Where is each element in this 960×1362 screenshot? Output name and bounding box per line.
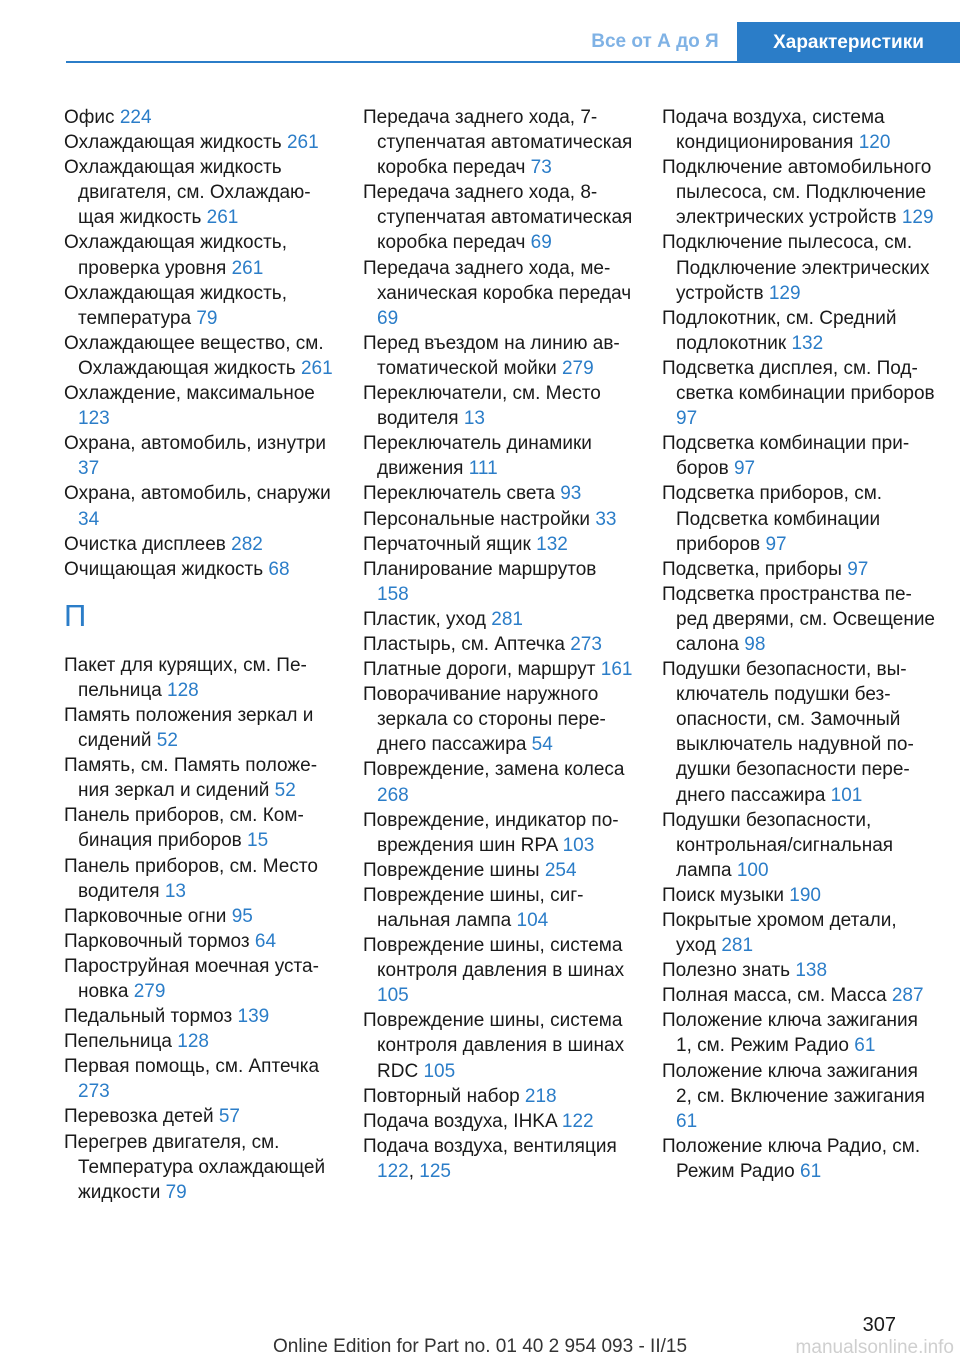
page-ref-link[interactable]: 52	[274, 780, 296, 802]
index-entry	[363, 1109, 633, 1134]
page-ref-link[interactable]: 122	[377, 1160, 409, 1182]
index-entry	[64, 1130, 334, 1205]
index-term: Пепельница	[64, 1031, 178, 1053]
index-entry	[662, 1059, 937, 1134]
index-term: Подлокотник, см. Средний подлокотник	[662, 307, 897, 354]
index-term: Перегрев двигателя, см. Температура охлаждающей жидкости	[64, 1131, 326, 1203]
index-entry	[64, 105, 334, 130]
index-term: Пластырь, см. Аптечка	[363, 633, 571, 655]
index-term: Платные дороги, маршрут	[363, 659, 601, 681]
page-ref-link[interactable]: 69	[530, 232, 552, 254]
index-term: Повреждение шины	[363, 859, 545, 881]
index-entry	[363, 657, 633, 682]
index-term: Поиск музыки	[662, 884, 790, 906]
index-term: Охлаждающая жидкость двигателя, см. Охлаждающая жидкость	[64, 157, 311, 229]
index-entry	[363, 858, 633, 883]
index-entry	[64, 431, 334, 481]
index-entry	[64, 381, 334, 431]
page-ref-link[interactable]: 261	[286, 132, 319, 154]
page-ref-link[interactable]: 268	[377, 784, 409, 806]
page-ref-link[interactable]: 128	[167, 679, 199, 701]
index-entry	[363, 256, 633, 331]
page-ref-link[interactable]: 79	[196, 307, 218, 329]
page-ref-link[interactable]: 218	[524, 1085, 557, 1107]
index-entry	[64, 653, 334, 703]
index-entry	[662, 908, 937, 958]
index-term: Пластик, уход	[363, 608, 492, 630]
index-term: Первая помощь, см. Аптечка	[64, 1056, 320, 1078]
index-term: Панель приборов, см. Место водителя	[64, 855, 318, 902]
index-term: Парковочный тормоз	[64, 930, 255, 952]
index-entry	[64, 803, 334, 853]
page-ref-link[interactable]: 111	[468, 458, 498, 480]
index-term: Персональные настройки	[363, 508, 596, 530]
index-entry	[662, 958, 937, 983]
index-term: Панель приборов, см. Комбинация приборов	[64, 805, 304, 852]
page-ref-link[interactable]: 97	[765, 533, 787, 555]
index-entry	[662, 883, 937, 908]
index-term: Планирование маршрутов	[363, 558, 597, 580]
page-ref-link[interactable]: 273	[78, 1081, 110, 1103]
page-ref-link[interactable]: 120	[858, 132, 891, 154]
index-term: Поворачивание наружного зеркала со стороны переднего пассажира	[363, 684, 606, 756]
index-entry	[662, 1008, 937, 1058]
index-term: Передача заднего хода, 8-ступенчатая автоматическая коробка передач	[363, 182, 633, 254]
index-entry	[662, 808, 937, 883]
index-term: Подсветка приборов, см. Подсветка комбинации приборов	[662, 483, 883, 555]
page-ref-link[interactable]: 261	[300, 357, 333, 379]
page-ref-link[interactable]: 161	[600, 659, 633, 681]
page-ref-link[interactable]: 69	[377, 307, 399, 329]
header-chapter-tab[interactable]: Характеристики	[737, 22, 960, 62]
index-entry	[662, 105, 937, 155]
page-ref-link[interactable]: 281	[721, 935, 754, 957]
index-entry	[64, 130, 334, 155]
index-term: Перчаточный ящик	[363, 533, 537, 555]
index-term: Парковочные огни	[64, 905, 232, 927]
index-term: Перевозка детей	[64, 1106, 219, 1128]
page-ref-link[interactable]: 93	[560, 483, 582, 505]
index-term: Переключатель света	[363, 483, 561, 505]
index-term: Передача заднего хода, 7-ступенчатая автоматическая коробка передач	[363, 107, 633, 179]
page-ref-link[interactable]: 128	[177, 1031, 209, 1053]
index-term: Повреждение шины, система контроля давления в шинах	[363, 935, 625, 982]
index-entry	[363, 607, 633, 632]
page-ref-link[interactable]: 261	[206, 207, 239, 229]
page-ref-link[interactable]: 287	[891, 985, 924, 1007]
index-entry	[64, 1054, 334, 1104]
page-ref-link[interactable]: 100	[736, 859, 769, 881]
index-entry	[363, 682, 633, 757]
page-ref-link[interactable]: 103	[562, 834, 595, 856]
index-term: Подсветка комбинации приборов	[662, 433, 910, 480]
page-ref-link[interactable]: 132	[536, 533, 568, 555]
index-entry	[662, 557, 937, 582]
page-ref-link[interactable]: 138	[795, 960, 828, 982]
index-term: Положение ключа Радио, см. Режим Радио	[662, 1135, 921, 1182]
index-term: Подушки безопасности, контрольная/сигнальная лампа	[662, 809, 894, 881]
page-ref-link[interactable]: 98	[744, 633, 766, 655]
index-term: Охлаждающая жидкость	[64, 132, 287, 154]
index-term: Повторный набор	[363, 1085, 525, 1107]
page-ref-link[interactable]: 61	[854, 1035, 876, 1057]
page-ref-link[interactable]: 54	[531, 734, 553, 756]
page-ref-link[interactable]: 15	[247, 830, 269, 852]
index-entry	[662, 983, 937, 1008]
index-term: Переключатели, см. Место водителя	[363, 383, 601, 430]
index-entry	[662, 306, 937, 356]
index-term: Подача воздуха, IHKA	[363, 1110, 562, 1132]
index-term: Подача воздуха, система кондиционирования	[662, 107, 885, 154]
index-entry	[662, 155, 937, 230]
page-ref-link[interactable]: 13	[164, 880, 186, 902]
index-entry	[64, 703, 334, 753]
index-term: Покрытые хромом детали, уход	[662, 910, 897, 957]
index-entry	[64, 155, 334, 230]
index-entry	[363, 532, 633, 557]
index-entry	[64, 954, 334, 1004]
index-term: Память, см. Память положения зеркал и сидений	[64, 755, 318, 802]
page-ref-link[interactable]: 139	[237, 1006, 270, 1028]
index-term: Офис	[64, 107, 120, 128]
page-ref-link[interactable]: 52	[156, 730, 178, 752]
index-entry	[363, 1084, 633, 1109]
index-term: Перед въездом на линию автоматической мойки	[363, 332, 620, 379]
page-ref-link[interactable]: 129	[768, 282, 801, 304]
index-entry	[662, 1134, 937, 1184]
index-entry	[64, 854, 334, 904]
index-term: Передача заднего хода, механическая коробка передач	[363, 257, 632, 304]
page-ref-link[interactable]: 37	[78, 458, 100, 480]
page-ref-link[interactable]: 104	[516, 910, 549, 931]
page-ref-link[interactable]: 79	[165, 1181, 187, 1203]
index-entry	[363, 883, 633, 933]
page-ref-link[interactable]: 95	[231, 905, 253, 927]
page-ref-link[interactable]: 282	[231, 533, 263, 555]
index-term: Полная масса, см. Масса	[662, 985, 892, 1007]
page-ref-link[interactable]: 105	[377, 985, 409, 1007]
index-term: Охлаждающее вещество, см. Охлаждающая жидкость	[64, 332, 324, 379]
page-ref-link[interactable]: 125	[419, 1160, 451, 1182]
page-ref-link[interactable]: 105	[423, 1060, 456, 1082]
index-entry	[363, 381, 633, 431]
index-entry	[363, 933, 633, 1008]
index-term: Переключатель динамики движения	[363, 433, 592, 480]
index-entry	[662, 657, 937, 808]
index-entry	[64, 532, 334, 557]
index-entry	[662, 230, 937, 305]
page-ref-link[interactable]: 190	[789, 884, 821, 906]
index-entry	[363, 507, 633, 532]
index-entry	[64, 1029, 334, 1054]
index-entry	[64, 1104, 334, 1129]
index-term: Подача воздуха, вентиляция	[363, 1135, 617, 1157]
index-entry	[363, 431, 633, 481]
index-entry	[363, 808, 633, 858]
header-section-tab[interactable]: Все от А до Я	[591, 31, 719, 52]
footer-watermark: manualsonline.info	[795, 1337, 954, 1358]
index-entry	[363, 331, 633, 381]
index-entry	[662, 356, 937, 431]
page-ref-link[interactable]: 129	[901, 207, 934, 229]
index-term: Память положения зеркал и сидений	[64, 704, 314, 752]
index-term: Положение ключа зажигания 1, см. Режим Радио	[662, 1010, 918, 1057]
index-entry	[363, 632, 633, 657]
index-term: Положение ключа зажигания 2, см. Включение зажигания	[662, 1060, 925, 1107]
page-ref-link[interactable]: 73	[530, 157, 552, 179]
index-entry	[363, 557, 633, 607]
index-entry: Подача воздуха, вентиляция 122, 125	[363, 1135, 617, 1182]
footer-edition: Online Edition for Part no. 01 40 2 954 093 - II/15	[272, 1336, 688, 1357]
index-term: Очистка дисплеев	[64, 533, 232, 555]
page-ref-link[interactable]: 224	[119, 107, 152, 128]
section-letter: П	[64, 597, 87, 633]
index-entry	[64, 557, 334, 582]
page-ref-link[interactable]: 97	[676, 408, 698, 430]
index-entry	[662, 481, 937, 556]
index-entry	[64, 331, 334, 381]
index-term: Охрана, автомобиль, изнутри	[64, 433, 326, 455]
page-ref-link[interactable]: 13	[463, 408, 485, 430]
index-term: Подсветка дисплея, см. Подсветка комбинации приборов	[662, 357, 935, 405]
page-ref-link[interactable]: 254	[544, 859, 577, 881]
index-term: Охлаждение, максимальное	[64, 383, 315, 405]
index-term: Повреждение шины, сигнальная лампа	[363, 884, 584, 931]
index-entry	[363, 105, 633, 180]
index-column-1	[64, 105, 334, 1205]
page-ref-link[interactable]: 34	[78, 508, 100, 530]
page-ref-link[interactable]: 279	[561, 357, 594, 379]
page-ref-link[interactable]: 101	[830, 784, 863, 806]
page-ref-link[interactable]: 123	[78, 408, 110, 430]
index-term: Подключение пылесоса, см. Подключение электрических устройств	[662, 232, 930, 304]
index-term: Охлаждающая жидкость, проверка уровня	[64, 232, 287, 279]
page-ref-link[interactable]: 61	[676, 1110, 698, 1132]
page-ref-link[interactable]: 132	[791, 332, 824, 354]
page-ref-link[interactable]: 68	[268, 558, 290, 580]
page-ref-link[interactable]: 261	[231, 257, 264, 279]
page-ref-link[interactable]: 279	[133, 981, 166, 1002]
page-ref-link[interactable]: 158	[377, 583, 409, 605]
index-term: Подсветка, приборы	[662, 558, 848, 580]
page-ref-link[interactable]: 97	[733, 458, 756, 480]
index-term: Повреждение шины, система контроля давления в шинах RDC	[363, 1010, 625, 1082]
index-entry	[64, 929, 334, 954]
index-entry	[363, 481, 633, 506]
header-rule	[66, 61, 960, 63]
index-entry	[363, 1008, 633, 1083]
page-ref-link[interactable]: 61	[800, 1160, 822, 1182]
index-term: Охрана, автомобиль, снаружи	[64, 483, 331, 505]
page-number: 307	[862, 1314, 896, 1336]
page-ref-link[interactable]: 33	[595, 508, 617, 530]
index-entry	[64, 230, 334, 280]
index-term: Полезно знать	[662, 960, 796, 982]
index-term: Подушки безопасности, выключатель подушки безопасности, см. Замочный выключатель надувной подушки безопасности переднего пассажира	[662, 659, 914, 806]
index-entry	[363, 757, 633, 807]
page-ref-link[interactable]: 64	[254, 930, 277, 952]
page-ref-link[interactable]: 122	[561, 1110, 594, 1132]
index-entry	[64, 753, 334, 803]
index-term: Пароструйная моечная установка	[64, 955, 319, 1002]
index-term: Педальный тормоз	[64, 1006, 238, 1028]
index-term: Подключение автомобильного пылесоса, см. Подключение электрических устройств	[662, 157, 932, 229]
page-ref-link[interactable]: 97	[847, 558, 869, 580]
index-entry	[64, 481, 334, 531]
index-term: Повреждение, индикатор повреждения шин RPA	[363, 809, 619, 856]
index-entry	[363, 180, 633, 255]
index-term: Подсветка пространства перед дверями, см. Освещение салона	[662, 583, 935, 655]
page-ref-link[interactable]: 273	[570, 633, 602, 655]
index-entry	[662, 431, 937, 481]
index-term: Пакет для курящих, см. Пепельница	[64, 654, 307, 701]
index-entry	[64, 904, 334, 929]
page-ref-link[interactable]: 281	[491, 608, 523, 630]
page-ref-link[interactable]: 57	[218, 1106, 240, 1128]
index-column-3	[662, 105, 937, 1184]
index-column-2	[363, 105, 633, 1184]
index-entry	[662, 582, 937, 657]
index-term: Охлаждающая жидкость, температура	[64, 282, 287, 329]
index-term: Очищающая жидкость	[64, 558, 269, 580]
index-term: Повреждение, замена колеса	[363, 759, 625, 781]
index-entry	[64, 281, 334, 331]
index-entry	[64, 1004, 334, 1029]
